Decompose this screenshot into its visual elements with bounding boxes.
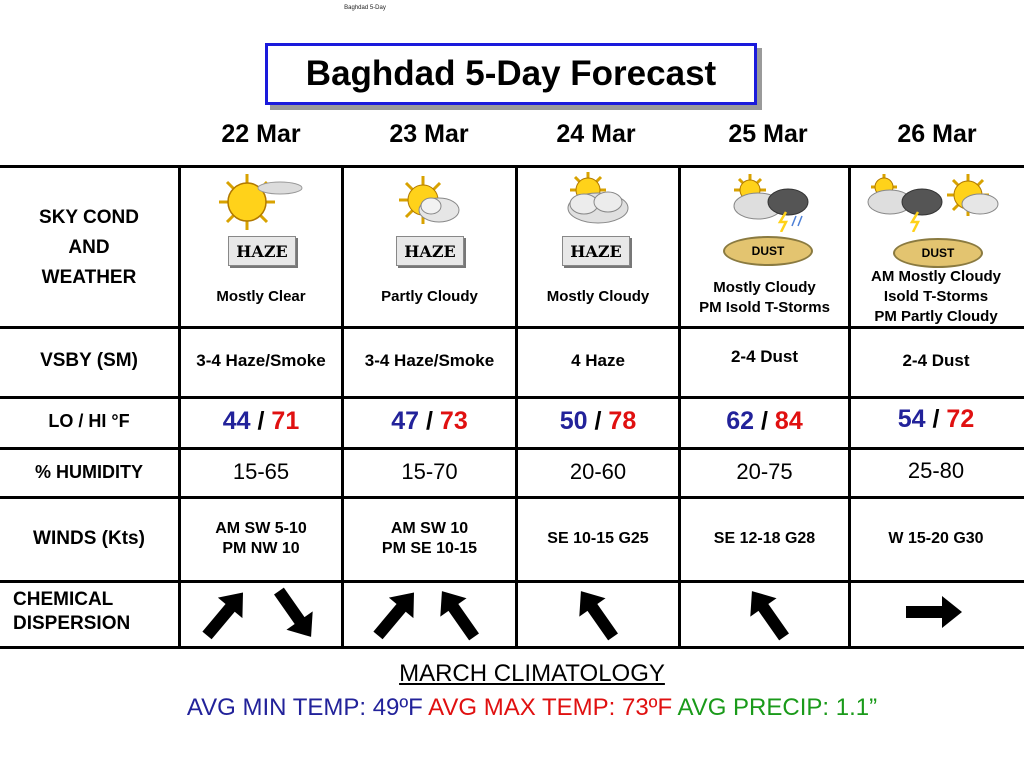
visibility-1: 3-4 Haze/Smoke <box>196 351 326 370</box>
visibility-5: 2-4 Dust <box>902 351 970 370</box>
dispersion-arrows-4 <box>733 585 803 643</box>
dust-badge: DUST <box>893 238 983 268</box>
humidity-2: 15-70 <box>401 459 458 484</box>
climatology-summary <box>0 694 1024 722</box>
dispersion-arrows-1 <box>200 585 320 643</box>
row-label-sky <box>0 203 178 293</box>
sky-condition-5-line-3: PM Partly Cloudy <box>874 308 998 325</box>
date-1: 22 Mar <box>221 120 301 148</box>
winds-1-line-1: AM SW 5-10 <box>215 520 307 537</box>
title-box <box>265 43 757 105</box>
dispersion-arrows-5 <box>900 585 970 643</box>
grid-line <box>0 580 1024 583</box>
temperature-5 <box>851 402 1021 436</box>
sky-condition-4 <box>681 277 848 319</box>
dispersion-arrow-icon <box>368 585 426 643</box>
sky-condition-2: Partly Cloudy <box>381 288 478 305</box>
avg-max-temp: AVG MAX TEMP: 73ºF <box>428 694 673 721</box>
dispersion-arrow-icon <box>906 596 962 628</box>
row-label-chemical <box>13 588 130 636</box>
temperature-1 <box>181 404 341 438</box>
row-label-sky-2: AND <box>68 237 110 258</box>
dispersion-arrow-icon <box>429 585 487 643</box>
temperature-4 <box>681 404 848 438</box>
grid-line <box>0 165 1024 168</box>
humidity-5: 25-80 <box>907 458 965 483</box>
high-temp-1: 71 <box>271 406 300 435</box>
high-temp-4: 84 <box>774 406 803 435</box>
row-label-humidity: % HUMIDITY <box>35 462 143 482</box>
row-label-winds: WINDS (Kts) <box>33 528 145 549</box>
low-temp-3: 50 <box>559 406 588 435</box>
winds-4: SE 12-18 G28 <box>713 530 816 547</box>
grid-line <box>0 646 1024 649</box>
temperature-3 <box>518 404 678 438</box>
winds-2 <box>344 514 515 564</box>
low-temp-1: 44 <box>222 406 251 435</box>
winds-5: W 15-20 G30 <box>888 530 984 547</box>
low-temp-2: 47 <box>391 406 420 435</box>
temp-separator: / <box>426 406 433 435</box>
visibility-4: 2-4 Dust <box>730 347 799 366</box>
row-label-vsby: VSBY (SM) <box>40 350 138 371</box>
row-label-sky-1: SKY COND <box>39 207 139 228</box>
winds-3: SE 10-15 G25 <box>547 530 649 547</box>
grid-line <box>0 447 1024 450</box>
date-5: 26 Mar <box>897 120 977 148</box>
dispersion-arrows-2 <box>368 585 488 643</box>
dispersion-arrow-icon <box>266 585 320 643</box>
mixed-sky-icon <box>864 170 1004 232</box>
row-label-chem-1: CHEMICAL <box>13 589 114 610</box>
sun-haze-icon <box>214 172 304 232</box>
page-title: Baghdad 5-Day Forecast <box>305 54 717 93</box>
high-temp-3: 78 <box>608 406 637 435</box>
date-2: 23 Mar <box>389 120 469 148</box>
temp-separator: / <box>594 406 602 435</box>
high-temp-5: 72 <box>946 404 975 433</box>
low-temp-5: 54 <box>897 404 926 433</box>
dispersion-arrows-3 <box>562 585 632 643</box>
date-3: 24 Mar <box>556 120 636 148</box>
partly-cloudy-icon <box>395 172 465 232</box>
date-4: 25 Mar <box>728 120 808 148</box>
sky-condition-5-line-1: AM Mostly Cloudy <box>871 268 1001 285</box>
header-caption: Baghdad 5-Day <box>344 5 386 11</box>
winds-1-line-2: PM NW 10 <box>222 540 300 557</box>
cloudy-tstorm-icon <box>728 170 812 232</box>
mostly-cloudy-icon <box>560 168 634 232</box>
haze-badge: HAZE <box>228 236 296 266</box>
dispersion-arrow-icon <box>739 585 797 643</box>
grid-line <box>0 496 1024 499</box>
row-label-temp: LO / HI °F <box>48 411 130 431</box>
winds-2-line-2: PM SE 10-15 <box>381 540 478 557</box>
sky-condition-4-line-2: PM Isold T-Storms <box>699 299 830 316</box>
sky-condition-3: Mostly Cloudy <box>546 288 650 305</box>
avg-min-temp: AVG MIN TEMP: 49ºF <box>186 694 423 721</box>
avg-precip: AVG PRECIP: 1.1” <box>677 694 878 721</box>
grid-line <box>0 396 1024 399</box>
visibility-2: 3-4 Haze/Smoke <box>364 351 495 370</box>
temp-separator: / <box>932 404 940 433</box>
dust-badge: DUST <box>723 236 813 266</box>
climatology-heading: MARCH CLIMATOLOGY <box>399 660 665 687</box>
temp-separator: / <box>761 406 768 435</box>
humidity-1: 15-65 <box>232 459 290 484</box>
row-label-chem-2: DISPERSION <box>13 613 131 634</box>
dispersion-arrow-icon <box>568 585 626 643</box>
temperature-2 <box>344 404 515 438</box>
visibility-3: 4 Haze <box>571 351 625 370</box>
humidity-4: 20-75 <box>736 459 793 484</box>
temp-separator: / <box>257 406 265 435</box>
haze-badge: HAZE <box>562 236 630 266</box>
sky-condition-1: Mostly Clear <box>216 288 306 305</box>
sky-condition-4-line-1: Mostly Cloudy <box>713 279 816 296</box>
low-temp-4: 62 <box>726 406 755 435</box>
dispersion-arrow-icon <box>200 585 255 643</box>
high-temp-2: 73 <box>439 406 468 435</box>
haze-badge: HAZE <box>396 236 464 266</box>
winds-1 <box>181 514 341 564</box>
humidity-3: 20-60 <box>569 459 627 484</box>
sky-condition-5-line-2: Isold T-Storms <box>883 288 989 305</box>
winds-2-line-1: AM SW 10 <box>390 520 469 537</box>
sky-condition-5 <box>851 266 1021 328</box>
row-label-sky-3: WEATHER <box>41 267 137 288</box>
